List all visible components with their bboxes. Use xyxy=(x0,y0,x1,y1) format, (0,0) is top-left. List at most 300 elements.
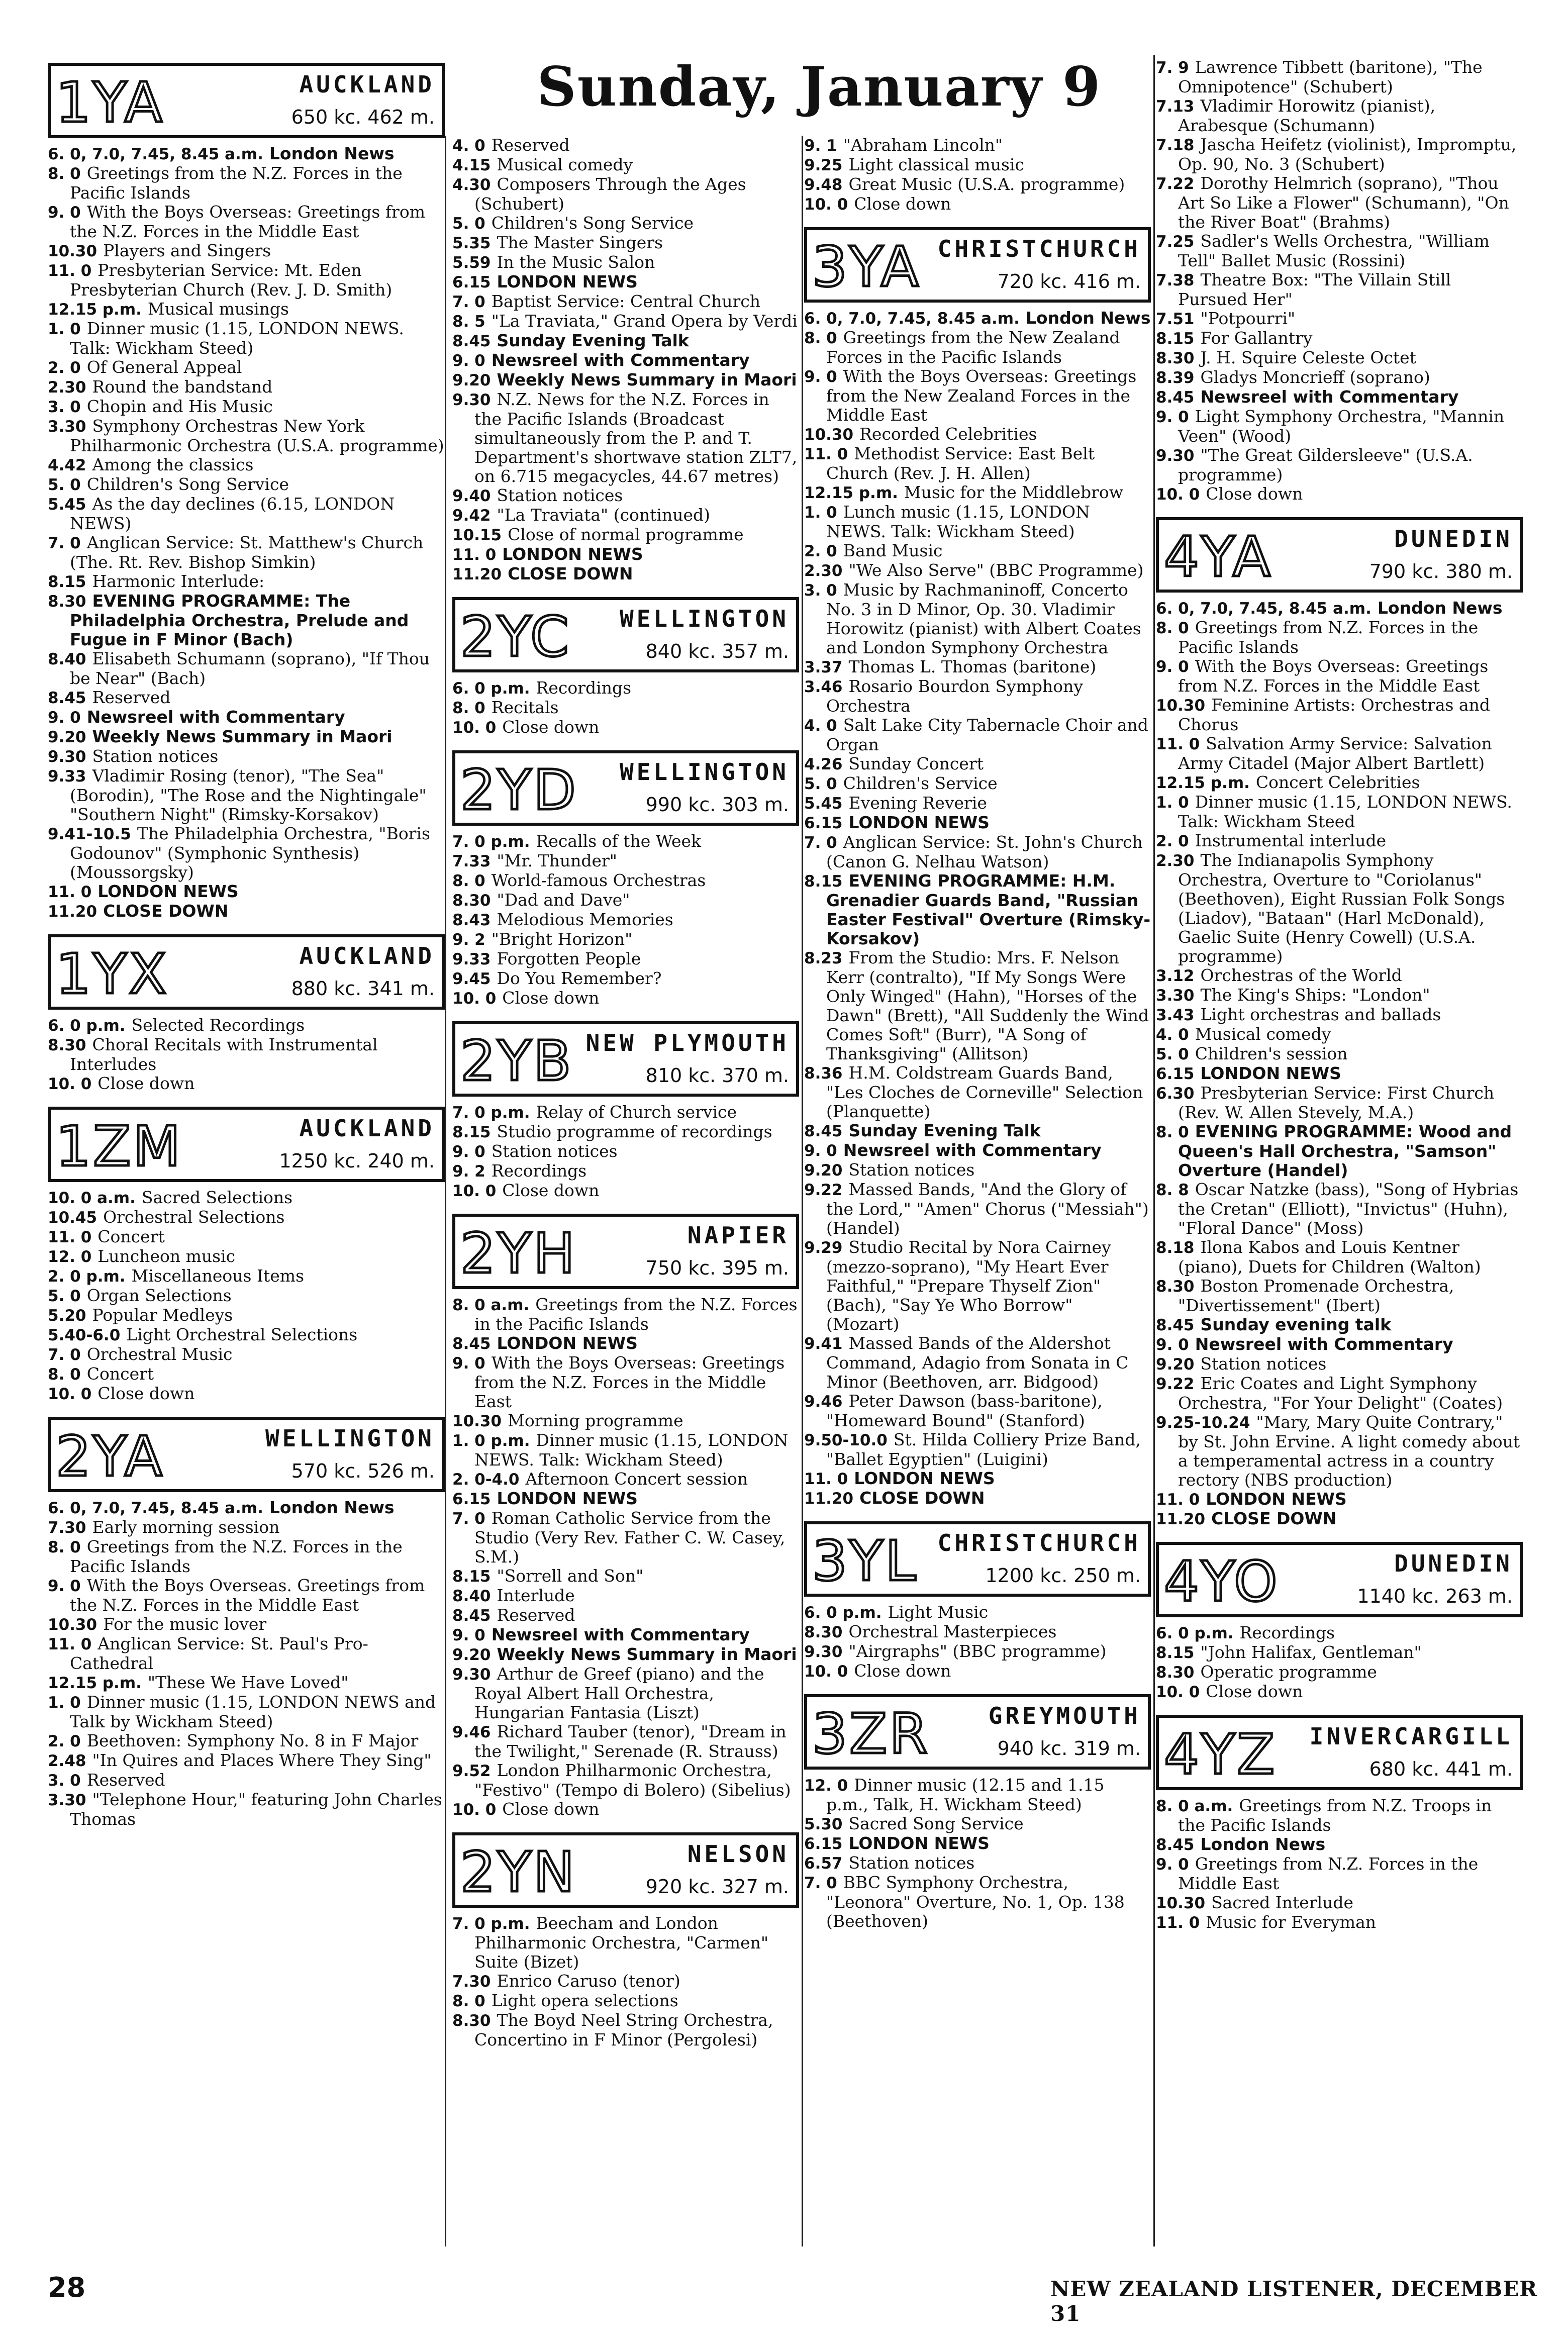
station-callsign: 3YA xyxy=(812,235,921,299)
programme-list xyxy=(1156,599,1523,1529)
programme-entry xyxy=(48,1384,445,1404)
programme-title: LONDON NEWS xyxy=(854,1469,995,1488)
programme-time: 2.48 xyxy=(48,1752,86,1770)
programme-time: 4.26 xyxy=(804,755,843,773)
programme-entry xyxy=(804,1853,1151,1873)
station-city: NAPIER xyxy=(687,1222,789,1249)
station-header xyxy=(452,1832,799,1908)
station-callsign: 1YX xyxy=(56,942,169,1006)
programme-title: Choral Recitals with Instrumental Interludes xyxy=(70,1035,378,1074)
station-frequency: 920 kc. 327 m. xyxy=(645,1876,789,1898)
station-city: DUNEDIN xyxy=(1394,525,1513,552)
programme-time: 11. 0 xyxy=(1156,1914,1200,1932)
programme-title: Concert xyxy=(86,1364,154,1384)
station-header xyxy=(1156,1542,1523,1617)
programme-title: Beecham and London Philharmonic Orchestra, "Carmen" Suite (Bizet) xyxy=(474,1913,769,1972)
programme-time: 6. 0, 7.0, 7.45, 8.45 a.m. xyxy=(48,145,263,163)
programme-title: "Dad and Dave" xyxy=(497,890,630,910)
programme-title: Sunday Evening Talk xyxy=(848,1121,1041,1140)
programme-time: 8.36 xyxy=(804,1064,843,1083)
programme-time: 5.45 xyxy=(48,496,86,514)
station-city: WELLINGTON xyxy=(620,758,789,786)
programme-entry xyxy=(452,1625,799,1645)
programme-entry xyxy=(804,1603,1151,1622)
programme-title: Close of normal programme xyxy=(508,525,744,544)
programme-entry xyxy=(1156,387,1523,407)
programme-entry xyxy=(804,1160,1151,1180)
programme-entry xyxy=(1156,773,1523,793)
programme-entry xyxy=(804,794,1151,813)
station-header xyxy=(452,750,799,826)
programme-title: Studio Recital by Nora Cairney (mezzo-soprano), "My Heart Ever Faithful," "Prepare Thyself Zion" (Bach), "Say Ye Who Borrow" (Mozart) xyxy=(826,1237,1111,1334)
station-callsign: 2YB xyxy=(460,1029,573,1093)
programme-title: Recitals xyxy=(491,698,559,717)
programme-time: 8.30 xyxy=(1156,1278,1195,1296)
station-3ya xyxy=(804,227,1151,1521)
programme-time: 3.43 xyxy=(1156,1006,1195,1024)
programme-title: Sunday Concert xyxy=(848,754,984,773)
station-callsign: 2YC xyxy=(460,605,571,669)
programme-time: 9. 0 xyxy=(48,204,81,222)
programme-title: Theatre Box: "The Villain Still Pursued Her" xyxy=(1178,270,1451,309)
programme-time: 12.15 p.m. xyxy=(804,484,898,502)
programme-time: 9.52 xyxy=(452,1762,491,1780)
programme-entry xyxy=(1156,1490,1523,1509)
programme-time: 8. 8 xyxy=(1156,1181,1189,1199)
programme-entry xyxy=(452,486,799,506)
programme-title: Miscellaneous Items xyxy=(131,1266,305,1286)
programme-entry xyxy=(804,813,1151,833)
programme-title: Among the classics xyxy=(92,455,254,474)
programme-title: Morning programme xyxy=(508,1411,683,1430)
programme-title: Close down xyxy=(97,1384,195,1403)
programme-time: 5. 0 xyxy=(452,215,485,233)
programme-title: In the Music Salon xyxy=(497,252,655,272)
station-4yo xyxy=(1156,1542,1523,1715)
programme-entry xyxy=(48,533,445,572)
programme-time: 5.35 xyxy=(452,234,491,252)
station-3zr xyxy=(804,1694,1151,1944)
programme-title: Greetings from N.Z. Forces in the Pacific Islands xyxy=(1178,618,1479,657)
station-header xyxy=(452,1021,799,1097)
programme-title: For Gallantry xyxy=(1200,328,1313,348)
programme-time: 5.40-6.0 xyxy=(48,1326,121,1344)
programme-entry xyxy=(48,1693,445,1731)
section-spacer xyxy=(48,1404,445,1417)
programme-title: The Indianapolis Symphony Orchestra, Overture to "Coriolanus" (Beethoven), Eight Russian Folk Songs (Liadov), "Bataan" (Harl McDonald), Gaelic Suite (Henry Cowell) (U.S.A. programme) xyxy=(1178,850,1505,966)
programme-entry xyxy=(804,754,1151,774)
programme-time: 5. 0 xyxy=(1156,1045,1189,1063)
programme-time: 10. 0 xyxy=(1156,1683,1200,1701)
programme-time: 8. 0 xyxy=(1156,619,1189,637)
programme-time: 2. 0 xyxy=(48,359,81,377)
programme-title: Newsreel with Commentary xyxy=(491,1625,750,1644)
programme-title: Light classical music xyxy=(848,155,1024,174)
programme-list xyxy=(804,1776,1151,1931)
programme-time: 8.30 xyxy=(452,2012,491,2030)
programme-title: Close down xyxy=(854,194,951,214)
programme-title: Greetings from N.Z. Troops in the Pacific Islands xyxy=(1178,1796,1492,1835)
programme-entry xyxy=(452,989,799,1008)
programme-time: 9.20 xyxy=(452,371,491,389)
programme-time: 11.20 xyxy=(1156,1510,1206,1528)
programme-entry xyxy=(452,525,799,545)
programme-entry xyxy=(804,503,1151,541)
programme-entry xyxy=(452,910,799,930)
programme-title: EVENING PROGRAMME: The Philadelphia Orchestra, Prelude and Fugue in F Minor (Bach) xyxy=(70,591,409,649)
programme-time: 11. 0 xyxy=(804,1470,848,1488)
programme-time: 6.15 xyxy=(452,1490,491,1508)
section-spacer xyxy=(452,1201,799,1214)
programme-time: 6. 0 p.m. xyxy=(1156,1624,1234,1642)
programme-time: 2. 0 xyxy=(48,1732,81,1750)
programme-entry xyxy=(48,1751,445,1771)
programme-entry xyxy=(804,328,1151,367)
station-header xyxy=(48,63,445,138)
programme-time: 2. 0 p.m. xyxy=(48,1267,126,1286)
programme-entry xyxy=(804,425,1151,444)
programme-entry xyxy=(48,1673,445,1693)
programme-entry xyxy=(48,688,445,708)
programme-title: Salvation Army Service: Salvation Army Citadel (Major Albert Bartlett) xyxy=(1178,734,1492,773)
programme-time: 7. 0 p.m. xyxy=(452,1104,530,1122)
programme-entry xyxy=(1156,1913,1523,1932)
programme-time: 5. 0 xyxy=(48,476,81,494)
programme-time: 3.30 xyxy=(48,1791,86,1809)
programme-entry xyxy=(1156,368,1523,387)
column-divider xyxy=(445,136,446,2247)
programme-time: 4.30 xyxy=(452,176,491,194)
programme-entry xyxy=(452,1645,799,1665)
programme-time: 8.15 xyxy=(1156,1644,1195,1662)
programme-entry xyxy=(1156,96,1523,135)
programme-time: 6. 0 p.m. xyxy=(48,1017,126,1035)
programme-entry xyxy=(452,1161,799,1181)
programme-entry xyxy=(804,483,1151,503)
programme-entry xyxy=(804,1063,1151,1121)
programme-entry xyxy=(48,300,445,319)
programme-entry xyxy=(48,592,445,649)
programme-time: 7. 0 xyxy=(48,534,81,552)
programme-time: 5.59 xyxy=(452,254,491,272)
programme-entry xyxy=(452,891,799,910)
programme-title: Rosario Bourdon Symphony Orchestra xyxy=(826,676,1084,716)
programme-title: Musical musings xyxy=(147,299,289,319)
programme-entry xyxy=(452,718,799,737)
programme-entry xyxy=(452,1334,799,1353)
programme-title: BBC Symphony Orchestra, "Leonora" Overture, No. 1, Op. 138 (Beethoven) xyxy=(826,1873,1125,1931)
section-spacer xyxy=(48,1829,445,1842)
programme-time: 7. 0 xyxy=(452,1510,485,1528)
programme-entry xyxy=(48,766,445,824)
programme-list xyxy=(1156,1796,1523,1932)
programme-time: 8. 0 xyxy=(48,1365,81,1384)
programme-entry xyxy=(452,1295,799,1334)
programme-entry xyxy=(48,397,445,417)
programme-time: 8.15 xyxy=(48,573,86,591)
programme-title: LONDON NEWS xyxy=(497,272,638,291)
programme-entry xyxy=(452,1567,799,1586)
programme-title: Dinner music (12.15 and 1.15 p.m., Talk, H. Wickham Steed) xyxy=(826,1775,1105,1814)
programme-entry xyxy=(452,312,799,331)
station-header xyxy=(804,1694,1151,1770)
station-frequency: 750 kc. 395 m. xyxy=(645,1257,789,1279)
programme-entry xyxy=(452,1800,799,1819)
programme-title: Enrico Caruso (tenor) xyxy=(497,1971,680,1991)
programme-title: Round the bandstand xyxy=(92,377,273,397)
programme-time: 8.45 xyxy=(1156,388,1195,407)
programme-entry xyxy=(452,1509,799,1567)
programme-time: 10.15 xyxy=(452,526,502,544)
section-spacer xyxy=(48,921,445,934)
programme-title: Afternoon Concert session xyxy=(525,1469,748,1489)
station-callsign: 2YA xyxy=(56,1424,164,1489)
programme-time: 9.40 xyxy=(452,487,491,505)
programme-title: Richard Tauber (tenor), "Dream in the Twilight," Serenade (R. Strauss) xyxy=(474,1722,787,1761)
station-city: CHRISTCHURCH xyxy=(937,235,1141,262)
programme-title: Weekly News Summary in Maori xyxy=(497,370,797,389)
programme-title: Light Orchestral Selections xyxy=(126,1325,358,1344)
programme-entry xyxy=(1156,446,1523,484)
programme-title: LONDON NEWS xyxy=(1206,1489,1347,1509)
programme-time: 8.30 xyxy=(1156,349,1195,367)
programme-entry xyxy=(452,390,799,486)
programme-time: 7.38 xyxy=(1156,271,1195,289)
programme-title: London Philharmonic Orchestra, "Festivo" (Tempo di Bolero) (Sibelius) xyxy=(474,1761,791,1800)
programme-time: 3. 0 xyxy=(48,1772,81,1790)
programme-title: Anglican Service: St. Matthew's Church (The. Rt. Rev. Bishop Simkin) xyxy=(70,533,424,572)
programme-title: Salt Lake City Tabernacle Choir and Organ xyxy=(826,715,1148,754)
station-city: GREYMOUTH xyxy=(988,1702,1141,1729)
programme-title: Station notices xyxy=(1200,1354,1327,1374)
programme-time: 8. 0 xyxy=(452,1992,485,2010)
programme-entry xyxy=(804,1334,1151,1392)
programme-title: Do You Remember? xyxy=(497,968,662,988)
programme-entry xyxy=(1156,1064,1523,1084)
programme-title: Vladimir Rosing (tenor), "The Sea" (Borodin), "The Rose and the Nightingale" "Southern Night" (Rimsky-Korsakov) xyxy=(70,766,427,824)
programme-title: "Telephone Hour," featuring John Charles Thomas xyxy=(70,1790,442,1829)
programme-time: 10.30 xyxy=(48,242,97,260)
programme-entry xyxy=(48,1771,445,1790)
programme-entry xyxy=(48,572,445,592)
station-header xyxy=(804,1521,1151,1597)
programme-entry xyxy=(1156,1277,1523,1315)
programme-time: 1. 0 xyxy=(48,320,81,338)
programme-time: 9.46 xyxy=(804,1393,843,1411)
programme-time: 10.30 xyxy=(48,1616,97,1634)
programme-time: 9. 0 xyxy=(452,352,485,370)
programme-entry xyxy=(452,1431,799,1470)
programme-title: Weekly News Summary in Maori xyxy=(92,727,393,746)
programme-time: 8.15 xyxy=(1156,330,1195,348)
programme-time: 2. 0 xyxy=(804,542,837,560)
programme-entry xyxy=(1156,174,1523,232)
programme-title: With the Boys Overseas: Greetings from the N.Z. Forces in the Middle East xyxy=(70,202,425,241)
station-header xyxy=(804,227,1151,303)
programme-time: 9.22 xyxy=(804,1181,843,1199)
programme-entry xyxy=(804,1430,1151,1469)
programme-entry xyxy=(1156,1374,1523,1413)
programme-entry xyxy=(452,136,799,155)
programme-time: 4.42 xyxy=(48,456,86,474)
programme-entry xyxy=(804,871,1151,948)
programme-time: 8.18 xyxy=(1156,1239,1195,1257)
programme-title: Oscar Natzke (bass), "Song of Hybrias the Cretan" (Elliott), "Invictus" (Huhn), "Floral Dance" (Moss) xyxy=(1178,1180,1519,1238)
programme-time: 9.50-10.0 xyxy=(804,1431,888,1449)
programme-time: 9. 0 xyxy=(1156,408,1189,426)
programme-title: Newsreel with Commentary xyxy=(491,350,750,370)
programme-time: 11. 0 xyxy=(48,883,92,901)
programme-entry xyxy=(1156,348,1523,368)
station-2ya xyxy=(48,1417,445,1842)
programme-title: Children's Song Service xyxy=(491,213,694,233)
programme-time: 8.45 xyxy=(452,332,491,350)
programme-time: 8.45 xyxy=(1156,1836,1195,1854)
programme-time: 9. 0 xyxy=(452,1143,485,1161)
programme-time: 8. 5 xyxy=(452,313,485,331)
programme-time: 9.25 xyxy=(804,156,843,174)
programme-title: London News xyxy=(269,1498,395,1517)
programme-title: Jascha Heifetz (violinist), Impromptu, Op. 90, No. 3 (Schubert) xyxy=(1178,135,1517,174)
programme-time: 10.30 xyxy=(1156,697,1206,715)
programme-title: Concert xyxy=(97,1227,165,1246)
programme-entry xyxy=(48,1016,445,1035)
programme-time: 8. 0 a.m. xyxy=(1156,1797,1233,1815)
programme-title: The Master Singers xyxy=(497,233,663,252)
programme-entry xyxy=(452,1122,799,1142)
programme-title: Dinner music (1.15, LONDON NEWS. Talk: Wickham Steed) xyxy=(70,319,404,358)
programme-time: 1. 0 xyxy=(804,504,837,522)
programme-title: Close down xyxy=(97,1073,195,1093)
programme-title: Boston Promenade Orchestra, "Divertissement" (Ibert) xyxy=(1178,1276,1454,1315)
programme-title: Luncheon music xyxy=(97,1246,236,1266)
programme-time: 9.25-10.24 xyxy=(1156,1414,1250,1432)
programme-time: 7.22 xyxy=(1156,175,1195,193)
programme-title: J. H. Squire Celeste Octet xyxy=(1200,348,1416,367)
programme-title: Dorothy Helmrich (soprano), "Thou Art So Like a Flower" (Schumann), "On the River Boat" (Brahms) xyxy=(1178,173,1509,232)
programme-title: Relay of Church service xyxy=(536,1102,737,1122)
section-spacer xyxy=(452,1819,799,1832)
programme-title: Greetings from N.Z. Forces in the Middle East xyxy=(1178,1854,1479,1893)
programme-title: "Potpourri" xyxy=(1200,309,1296,328)
programme-list xyxy=(452,1295,799,1819)
programme-time: 8.15 xyxy=(452,1123,491,1141)
programme-title: Music for Everyman xyxy=(1206,1912,1377,1932)
programme-title: Gladys Moncrieff (soprano) xyxy=(1200,367,1430,387)
programme-title: Recalls of the Week xyxy=(536,831,701,851)
programme-entry xyxy=(1156,1044,1523,1064)
programme-title: Forgotten People xyxy=(497,949,641,968)
programme-entry xyxy=(452,506,799,525)
programme-entry xyxy=(1156,1623,1523,1643)
programme-title: Lunch music (1.15, LONDON NEWS. Talk: Wickham Steed) xyxy=(826,502,1090,541)
programme-time: 8.30 xyxy=(804,1623,843,1641)
programme-entry xyxy=(804,716,1151,754)
programme-time: 9.20 xyxy=(452,1646,491,1664)
programme-title: "Bright Horizon" xyxy=(491,929,633,949)
programme-time: 7.30 xyxy=(48,1519,86,1537)
programme-time: 10.30 xyxy=(804,426,854,444)
programme-time: 8. 0 xyxy=(48,1538,81,1556)
station-callsign: 2YD xyxy=(460,758,578,822)
programme-title: CLOSE DOWN xyxy=(103,901,229,921)
programme-time: 9.41 xyxy=(804,1335,843,1353)
station-1ya xyxy=(48,63,445,934)
programme-time: 11. 0 xyxy=(48,1228,92,1246)
programme-title: "La Traviata" (continued) xyxy=(497,505,711,525)
programme-title: Presbyterian Service: First Church (Rev. W. Allen Stevely, M.A.) xyxy=(1178,1083,1495,1122)
programme-time: 3.46 xyxy=(804,678,843,696)
programme-entry xyxy=(804,194,1151,214)
programme-time: 5.30 xyxy=(804,1815,843,1833)
programme-entry xyxy=(48,203,445,241)
programme-time: 9. 2 xyxy=(452,1162,485,1181)
programme-title: Station notices xyxy=(848,1853,975,1873)
programme-title: Sadler's Wells Orchestra, "William Tell" Ballet Music (Rossini) xyxy=(1178,231,1490,270)
station-city: INVERCARGILL xyxy=(1309,1723,1513,1750)
station-2yh xyxy=(452,1214,799,1832)
programme-entry xyxy=(1156,966,1523,986)
programme-time: 8.43 xyxy=(452,911,491,929)
programme-entry xyxy=(1156,407,1523,446)
programme-title: Feminine Artists: Orchestras and Chorus xyxy=(1178,695,1490,734)
station-frequency: 880 kc. 341 m. xyxy=(291,978,435,1000)
programme-title: Greetings from the N.Z. Forces in the Pacific Islands xyxy=(474,1295,798,1334)
programme-entry xyxy=(452,155,799,175)
programme-title: The Philadelphia Orchestra, "Boris Godounov" (Symphonic Synthesis) (Moussorgsky) xyxy=(70,824,430,882)
programme-entry xyxy=(1156,1315,1523,1335)
programme-time: 9.20 xyxy=(804,1161,843,1180)
programme-title: Light opera selections xyxy=(491,1991,678,2010)
programme-entry xyxy=(1156,1005,1523,1025)
programme-time: 9.45 xyxy=(452,970,491,988)
programme-title: Children's Service xyxy=(843,773,998,793)
programme-entry xyxy=(452,1991,799,2011)
programme-title: Roman Catholic Service from the Studio (Very Rev. Father C. W. Casey, S.M.) xyxy=(474,1508,786,1567)
programme-entry xyxy=(1156,986,1523,1005)
programme-list xyxy=(48,1188,445,1404)
programme-title: Sacred Interlude xyxy=(1211,1893,1354,1912)
station-frequency: 1200 kc. 250 m. xyxy=(985,1565,1141,1587)
programme-time: 10. 0 xyxy=(452,719,497,737)
programme-entry xyxy=(452,292,799,312)
programme-entry xyxy=(48,1266,445,1286)
programme-time: 9. 0 xyxy=(1156,658,1189,676)
programme-entry xyxy=(804,1622,1151,1642)
programme-entry xyxy=(48,1035,445,1074)
station-header xyxy=(1156,517,1523,593)
programme-time: 8.30 xyxy=(452,892,491,910)
programme-time: 8. 0 xyxy=(1156,1123,1189,1141)
programme-entry xyxy=(804,1873,1151,1931)
programme-entry xyxy=(48,455,445,475)
programme-time: 8. 0 a.m. xyxy=(452,1296,530,1314)
programme-time: 1. 0 xyxy=(48,1694,81,1712)
programme-title: London News xyxy=(269,144,395,163)
programme-time: 6. 0 p.m. xyxy=(452,679,530,698)
programme-title: Recordings xyxy=(1239,1623,1335,1642)
programme-time: 11.20 xyxy=(452,565,502,583)
programme-time: 8.45 xyxy=(452,1335,491,1353)
programme-time: 8.23 xyxy=(804,949,843,967)
column-divider xyxy=(802,136,803,2247)
programme-title: Station notices xyxy=(497,485,623,505)
station-callsign: 2YH xyxy=(460,1221,577,1286)
programme-time: 4. 0 xyxy=(804,717,837,735)
programme-title: "Mr. Thunder" xyxy=(497,851,617,870)
programme-entry xyxy=(804,657,1151,677)
programme-entry xyxy=(452,949,799,969)
